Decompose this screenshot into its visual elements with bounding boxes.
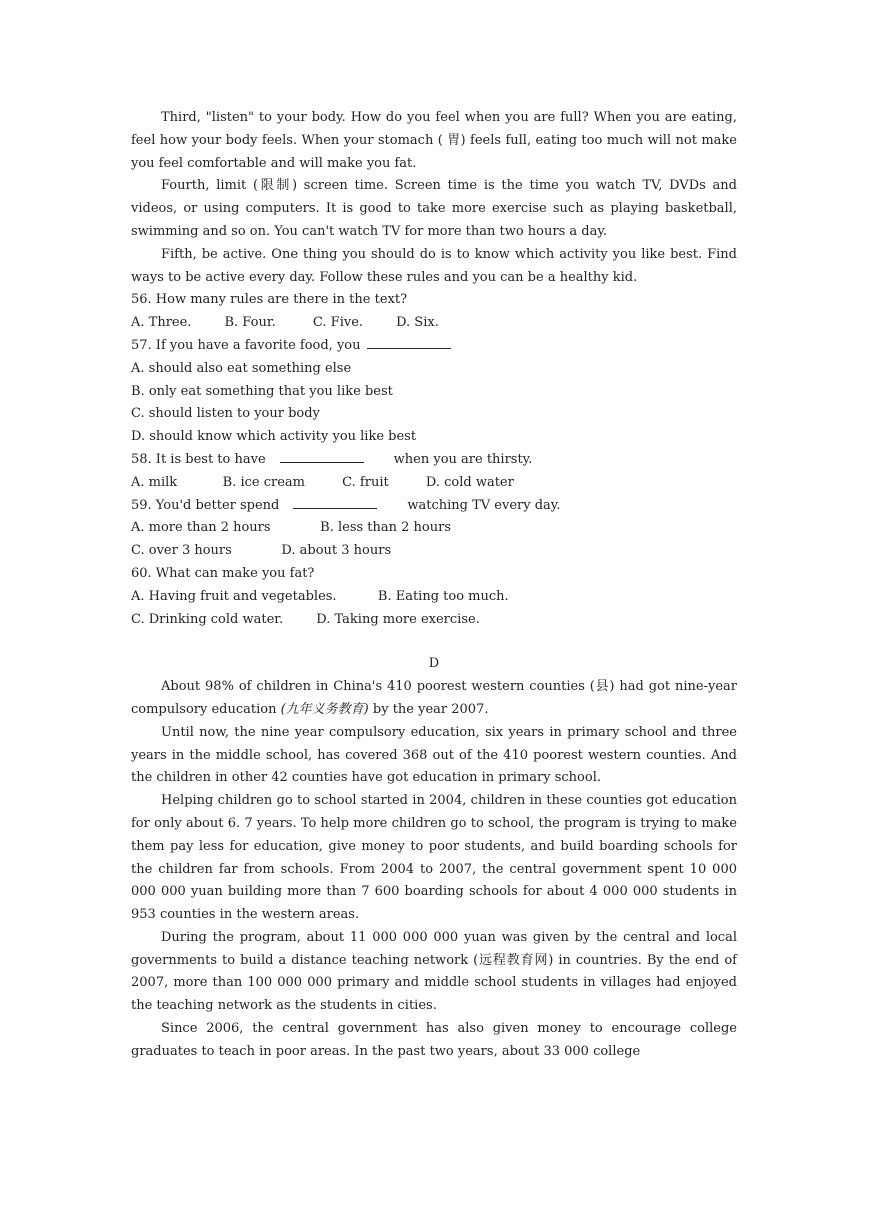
answer-blank (367, 336, 451, 349)
question-57-option-c: C. should listen to your body (131, 406, 320, 422)
question-60-options-row-1: A. Having fruit and vegetables. B. Eating too much. (131, 588, 509, 604)
passage-d-paragraph-4: During the program, about 11 000 000 000 yuan was given by the central and local governments to build a distance teaching network (远程教育网) in countries. By the end of 2007, more than 100 000 000 primary and middle school students in villages had enjoyed the teaching network as the students in cities. (131, 929, 737, 1014)
passage-d-paragraph-3: Helping children go to school started in 2004, children in these counties got education for only about 6. 7 years. To help more children go to school, the program is trying to make them pay less for education, give money to poor students, and build boarding schools for the children far from schools. From 2004 to 2007, the central government spent 10 000 000 000 yuan building more than 7 600 boarding schools for about 4 000 000 students in 953 counties in the western areas. (131, 793, 737, 923)
question-57-option-a: A. should also eat something else (131, 360, 352, 376)
question-57-stem-line (131, 335, 737, 358)
question-59-options-row-1: A. more than 2 hours B. less than 2 hours (131, 520, 452, 536)
passage-c-paragraph-third: Third, "listen" to your body. How do you feel when you are full? When you are eating, feel how your body feels. When your stomach ( 胃) feels full, eating too much will not make you feel comfortable and will make you fat. (131, 110, 737, 171)
question-60-options-row-2: C. Drinking cold water. D. Taking more exercise. (131, 611, 480, 627)
question-58-options: A. milk B. ice cream C. fruit D. cold water (131, 474, 514, 490)
section-heading-d: D (428, 656, 440, 672)
question-57-option-d: D. should know which activity you like best (131, 429, 417, 445)
passage-d-paragraph-5: Since 2006, the central government has also given money to encourage college graduates to teach in poor areas. In the past two years, about 33 000 college (131, 1021, 737, 1059)
question-59-stem-after: watching TV every day. (407, 497, 561, 513)
passage-d-p1-text-a: About 98% of children in China's 410 poorest western counties (县) had got nine-year compulsory education (131, 679, 737, 717)
question-57-option-b: B. only eat something that you like best (131, 383, 393, 399)
answer-blank (280, 450, 364, 463)
question-58-stem-before: 58. It is best to have (131, 451, 266, 467)
passage-c-paragraph-fourth: Fourth, limit (限制) screen time. Screen time is the time you watch TV, DVDs and videos, or using computers. It is good to take more exercise such as playing basketball, swimming and so on. You can't watch TV for more than two hours a day. (131, 178, 737, 239)
question-59-stem-before: 59. You'd better spend (131, 497, 280, 513)
question-56-stem: 56. How many rules are there in the text? (131, 292, 408, 308)
question-56-options: A. Three. B. Four. C. Five. D. Six. (131, 315, 439, 331)
question-59-options-row-2: C. over 3 hours D. about 3 hours (131, 543, 392, 559)
passage-d-p1-text-b: by the year 2007. (368, 701, 489, 717)
passage-d-paragraph-2: Until now, the nine year compulsory education, six years in primary school and three years in the middle school, has covered 368 out of the 410 poorest western counties. And the children in other 42 counties have got education in primary school. (131, 724, 737, 786)
question-57-stem: 57. If you have a favorite food, you (131, 337, 361, 353)
question-59-stem-line (131, 495, 737, 518)
question-60-stem: 60. What can make you fat? (131, 565, 315, 581)
answer-blank (293, 496, 377, 509)
passage-c-paragraph-fifth: Fifth, be active. One thing you should do is to know which activity you like best. Find ways to be active every day. Follow these rules and you can be a healthy kid. (131, 246, 737, 285)
question-58-stem-after: when you are thirsty. (393, 451, 533, 467)
document-page (131, 107, 737, 1064)
question-58-stem-line (131, 449, 737, 472)
passage-d-p1-italic-term: (九年义务教育) (280, 701, 369, 717)
passage-d-paragraph-1 (131, 676, 737, 722)
